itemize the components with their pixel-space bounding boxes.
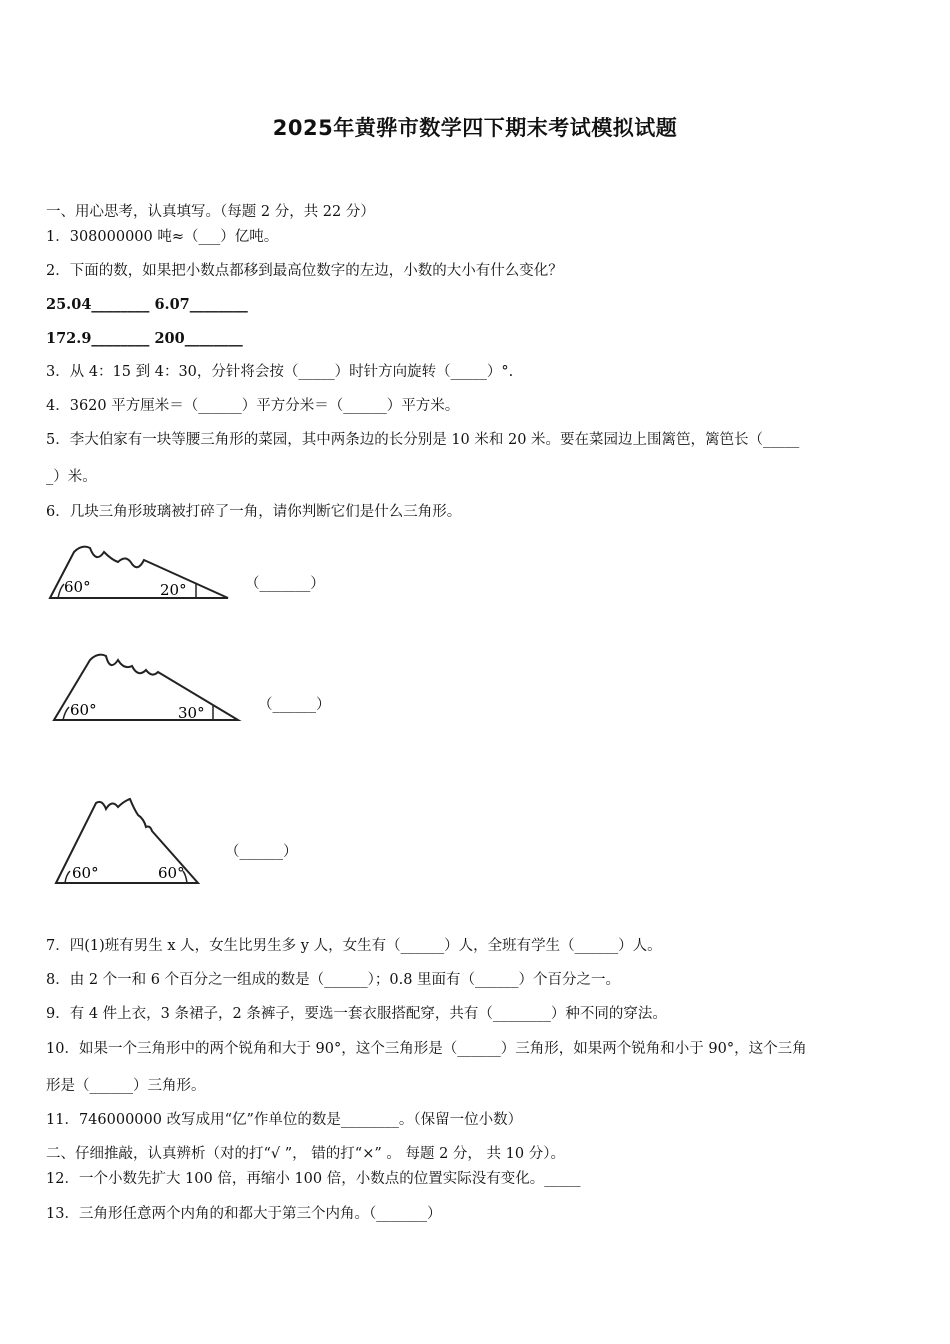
angle-label-left: 60° xyxy=(72,864,99,882)
question-13: 13．三角形任意两个内角的和都大于第三个内角。（_______） xyxy=(46,1206,442,1222)
section-2-heading: 二、仔细推敲，认真辨析（对的打“√ ”， 错的打“×” 。 每题 2 分， 共 10 分）。 xyxy=(46,1146,565,1162)
question-6: 6．几块三角形玻璃被打碎了一角，请你判断它们是什么三角形。 xyxy=(46,504,462,520)
question-7: 7．四(1)班有男生 x 人，女生比男生多 y 人，女生有（______）人，全班有学生（______）人。 xyxy=(46,938,662,954)
figure-3-answer-blank: （______） xyxy=(225,844,298,860)
angle-label-right: 30° xyxy=(178,704,205,722)
question-1: 1．308000000 吨≈（___）亿吨。 xyxy=(46,229,279,245)
question-2-row-2: 172.9________ 200________ xyxy=(46,330,243,347)
angle-label-left: 60° xyxy=(70,701,97,719)
question-11: 11．746000000 改写成用“亿”作单位的数是________。（保留一位小数） xyxy=(46,1112,523,1128)
question-2: 2．下面的数，如果把小数点都移到最高位数字的左边，小数的大小有什么变化？ xyxy=(46,263,563,279)
angle-label-left: 60° xyxy=(64,578,91,596)
section-1-heading: 一、用心思考，认真填写。（每题 2 分，共 22 分） xyxy=(46,204,375,220)
page-title: 2025年黄骅市数学四下期末考试模拟试题 xyxy=(272,116,678,140)
question-2-row-1: 25.04________ 6.07________ xyxy=(46,296,248,313)
figure-2-answer-blank: （______） xyxy=(258,697,331,713)
broken-triangle-figure-2 xyxy=(52,650,247,725)
broken-triangle-figure-1 xyxy=(46,540,236,605)
question-5-line-2: _）米。 xyxy=(46,469,97,485)
question-10-line-2: 形是（______）三角形。 xyxy=(46,1078,206,1094)
question-12: 12．一个小数先扩大 100 倍，再缩小 100 倍，小数点的位置实际没有变化。_____ xyxy=(46,1171,581,1187)
question-10-line-1: 10．如果一个三角形中的两个锐角和大于 90°，这个三角形是（______）三角形，如果两个锐角和小于 90°，这个三角 xyxy=(46,1041,807,1057)
question-4: 4．3620 平方厘米＝（______）平方分米＝（______）平方米。 xyxy=(46,398,460,414)
angle-label-right: 60° xyxy=(158,864,185,882)
question-5-line-1: 5．李大伯家有一块等腰三角形的菜园，其中两条边的长分别是 10 米和 20 米。要在菜园边上围篱笆，篱笆长（_____ xyxy=(46,432,800,448)
broken-triangle-figure-3 xyxy=(52,795,202,887)
question-9: 9．有 4 件上衣，3 条裙子，2 条裤子，要选一套衣服搭配穿，共有（________）种不同的穿法。 xyxy=(46,1006,667,1022)
question-8: 8．由 2 个一和 6 个百分之一组成的数是（______）；0.8 里面有（______）个百分之一。 xyxy=(46,972,621,988)
figure-1-answer-blank: （_______） xyxy=(245,576,325,592)
question-3: 3．从 4：15 到 4：30，分针将会按（_____）时针方向旋转（_____）°. xyxy=(46,364,514,380)
angle-label-right: 20° xyxy=(160,581,187,599)
